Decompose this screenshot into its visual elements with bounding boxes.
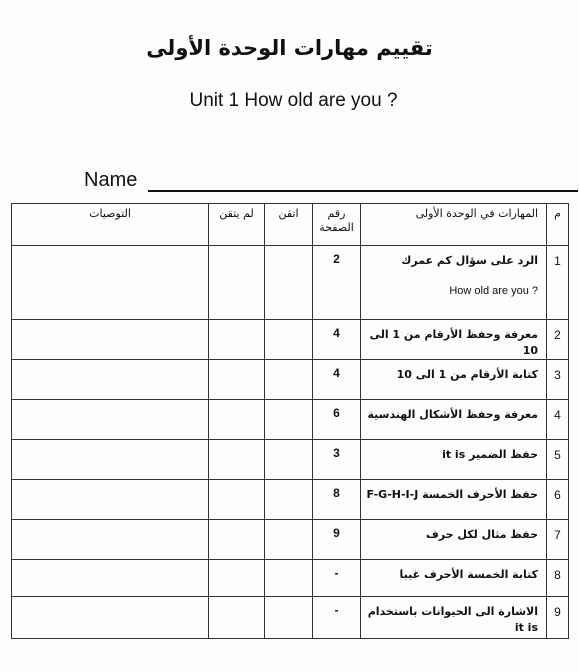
skill-text: حفظ مثال لكل حرف	[426, 528, 538, 541]
row-not-mastered-cell[interactable]	[209, 480, 265, 520]
name-label: Name	[84, 169, 138, 191]
skill-text: الرد على سؤال كم عمرك	[401, 254, 538, 267]
header-number: م	[547, 204, 569, 246]
name-field	[84, 169, 504, 197]
row-page-number: 3	[313, 440, 361, 480]
row-page-number: 8	[313, 480, 361, 520]
table-row	[12, 560, 569, 597]
row-mastered-cell[interactable]	[265, 560, 313, 597]
row-recommendations-cell[interactable]	[12, 480, 209, 520]
row-mastered-cell[interactable]	[265, 520, 313, 560]
row-not-mastered-cell[interactable]	[209, 320, 265, 360]
row-not-mastered-cell[interactable]	[209, 560, 265, 597]
table-row	[12, 440, 569, 480]
row-recommendations-cell[interactable]	[12, 360, 209, 400]
row-not-mastered-cell[interactable]	[209, 246, 265, 320]
row-recommendations-cell[interactable]	[12, 400, 209, 440]
row-recommendations-cell[interactable]	[12, 320, 209, 360]
table-row	[12, 400, 569, 440]
row-recommendations-cell[interactable]	[12, 560, 209, 597]
row-not-mastered-cell[interactable]	[209, 597, 265, 639]
skill-text: حفظ الأحرف الخمسة F-G-H-I-J	[366, 488, 538, 501]
row-skill	[361, 597, 547, 639]
row-number: 1	[547, 246, 569, 320]
row-page-number: -	[313, 560, 361, 597]
row-mastered-cell[interactable]	[265, 440, 313, 480]
row-not-mastered-cell[interactable]	[209, 440, 265, 480]
skill-text: معرفة وحفظ الأشكال الهندسية	[367, 408, 538, 421]
row-skill	[361, 440, 547, 480]
skill-text: معرفة وحفظ الأرقام من 1 الى 10	[369, 328, 538, 357]
row-skill	[361, 320, 547, 360]
row-number: 4	[547, 400, 569, 440]
header-mastered: اتقن	[265, 204, 313, 246]
row-skill	[361, 480, 547, 520]
row-number: 3	[547, 360, 569, 400]
english-title: Unit 1 How old are you ?	[189, 90, 398, 111]
row-mastered-cell[interactable]	[265, 246, 313, 320]
row-not-mastered-cell[interactable]	[209, 520, 265, 560]
skill-text: كتابة الأرقام من 1 الى 10	[396, 368, 538, 381]
header-recommendations: التوصيات	[12, 204, 209, 246]
table-header-row	[12, 204, 569, 246]
table-row	[12, 246, 569, 320]
table-row	[12, 320, 569, 360]
name-blank-line[interactable]	[148, 190, 578, 192]
row-page-number: -	[313, 597, 361, 639]
row-page-number: 4	[313, 320, 361, 360]
row-page-number: 2	[313, 246, 361, 320]
row-number: 9	[547, 597, 569, 639]
skill-text: حفظ الضمير it is	[442, 448, 538, 461]
row-number: 7	[547, 520, 569, 560]
row-skill	[361, 400, 547, 440]
row-page-number: 4	[313, 360, 361, 400]
row-skill	[361, 246, 547, 320]
row-recommendations-cell[interactable]	[12, 597, 209, 639]
row-mastered-cell[interactable]	[265, 480, 313, 520]
row-number: 8	[547, 560, 569, 597]
row-recommendations-cell[interactable]	[12, 246, 209, 320]
skill-text: كتابة الخمسة الأحرف غيبا	[399, 568, 538, 581]
row-not-mastered-cell[interactable]	[209, 360, 265, 400]
row-mastered-cell[interactable]	[265, 597, 313, 639]
table-row	[12, 360, 569, 400]
arabic-title: تقييم مهارات الوحدة الأولى	[146, 36, 433, 60]
skills-evaluation-table	[11, 203, 569, 639]
table-row	[12, 520, 569, 560]
row-mastered-cell[interactable]	[265, 360, 313, 400]
table-row	[12, 597, 569, 639]
row-mastered-cell[interactable]	[265, 400, 313, 440]
row-number: 6	[547, 480, 569, 520]
row-not-mastered-cell[interactable]	[209, 400, 265, 440]
row-recommendations-cell[interactable]	[12, 520, 209, 560]
row-page-number: 6	[313, 400, 361, 440]
row-number: 5	[547, 440, 569, 480]
row-page-number: 9	[313, 520, 361, 560]
row-mastered-cell[interactable]	[265, 320, 313, 360]
skill-text: الاشارة الى الحيوانات باستخدام it is	[367, 605, 538, 634]
row-recommendations-cell[interactable]	[12, 440, 209, 480]
row-number: 2	[547, 320, 569, 360]
table-row	[12, 480, 569, 520]
header-page-number: رقم الصفحة	[313, 204, 361, 246]
row-skill	[361, 360, 547, 400]
skill-english-text: How old are you ?	[449, 285, 538, 297]
header-not-mastered: لم يتقن	[209, 204, 265, 246]
row-skill	[361, 520, 547, 560]
row-skill	[361, 560, 547, 597]
header-skills: المهارات في الوحدة الأولى	[361, 204, 547, 246]
